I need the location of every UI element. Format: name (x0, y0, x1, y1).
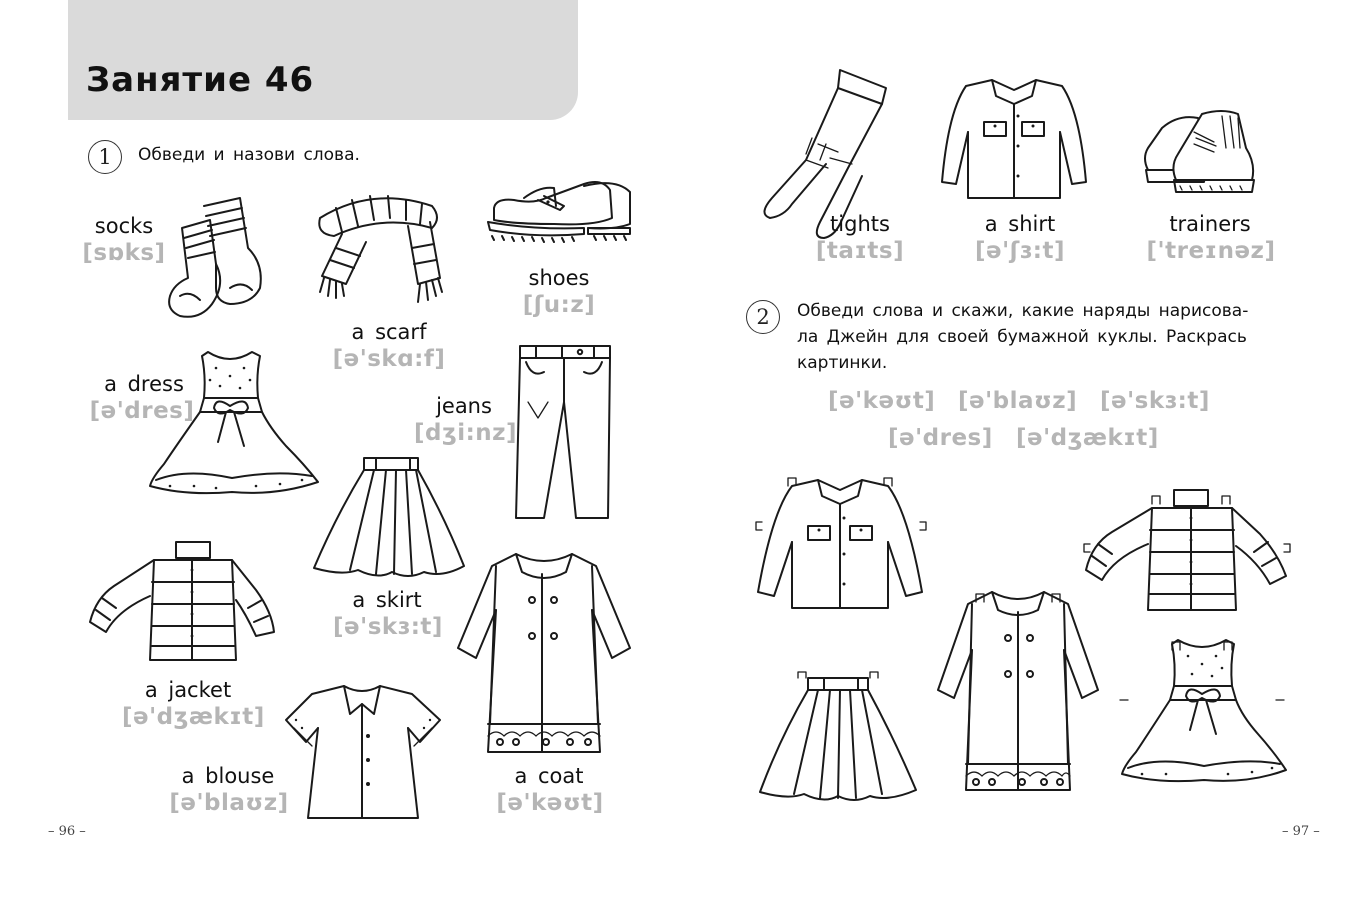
task-2-ipa-jacket: [ə'dʒækɪt] (1016, 425, 1159, 451)
ipa-jacket: [ə'dʒækɪt] (122, 704, 265, 730)
word-socks: socks (94, 214, 154, 238)
ipa-trainers: ['treɪnəz] (1146, 238, 1276, 264)
shoes-picture (484, 178, 634, 250)
ipa-coat: [ə'kəʊt] (496, 790, 604, 816)
ipa-jeans: [dʒi:nz] (414, 420, 518, 446)
task-2-ipa-blouse: [ə'blaʊz] (958, 388, 1078, 414)
word-blouse: a blouse (181, 764, 275, 788)
task-2-ipa-coat: [ə'kəʊt] (828, 388, 936, 414)
word-tights: tights (830, 212, 890, 236)
word-dress: a dress (104, 372, 184, 396)
socks-picture (160, 192, 275, 327)
page-number-left: – 96 – (48, 824, 86, 839)
blouse-picture (282, 680, 444, 822)
word-scarf: a scarf (351, 320, 427, 344)
ipa-tights: [taɪts] (815, 238, 905, 264)
word-shirt: a shirt (984, 212, 1056, 236)
coat-picture (456, 544, 632, 758)
outfit-coat (936, 580, 1100, 796)
word-jacket: a jacket (144, 678, 232, 702)
jeans-picture (514, 342, 616, 522)
word-trainers: trainers (1169, 212, 1251, 236)
outfit-dress (1118, 634, 1290, 804)
dress-picture (146, 346, 321, 516)
page-number-right: – 97 – (1282, 824, 1320, 839)
jacket-picture (88, 536, 276, 676)
outfit-skirt (758, 672, 918, 806)
ipa-shoes: [ʃu:z] (522, 292, 596, 318)
ipa-socks: [sɒks] (82, 240, 166, 266)
task-2-instruction (797, 298, 1297, 376)
ipa-shirt: [ə'ʃɜ:t] (975, 238, 1065, 264)
trainers-picture (1142, 108, 1268, 194)
ipa-scarf: [ə'skɑ:f] (332, 346, 446, 372)
scarf-picture (312, 188, 447, 313)
ipa-blouse: [ə'blaʊz] (169, 790, 289, 816)
task-2-number: 2 (746, 300, 780, 334)
skirt-picture (312, 456, 467, 584)
task-2-ipa-skirt: [ə'skɜ:t] (1100, 388, 1210, 414)
task-1-instruction: Обведи и назови слова. (138, 145, 360, 165)
task-2-ipa-dress: [ə'dres] (888, 425, 993, 451)
task-2-line-2: ла Джейн для своей бумажной куклы. Раскрась (797, 327, 1247, 347)
word-coat: a coat (514, 764, 584, 788)
task-2-line-1: Обведи слова и скажи, какие наряды нарисова- (797, 301, 1249, 321)
task-2-line-3: картинки. (797, 353, 888, 373)
ipa-dress: [ə'dres] (89, 398, 195, 424)
word-jeans: jeans (436, 394, 492, 418)
shirt-picture (938, 72, 1090, 202)
lesson-title: Занятие 46 (86, 60, 315, 100)
ipa-skirt: [ə'skɜ:t] (333, 614, 443, 640)
outfit-jacket (1082, 484, 1292, 620)
word-shoes: shoes (528, 266, 590, 290)
right-page (686, 0, 1372, 900)
word-skirt: a skirt (352, 588, 422, 612)
task-1-number: 1 (88, 140, 122, 174)
outfit-shirt (752, 472, 930, 612)
